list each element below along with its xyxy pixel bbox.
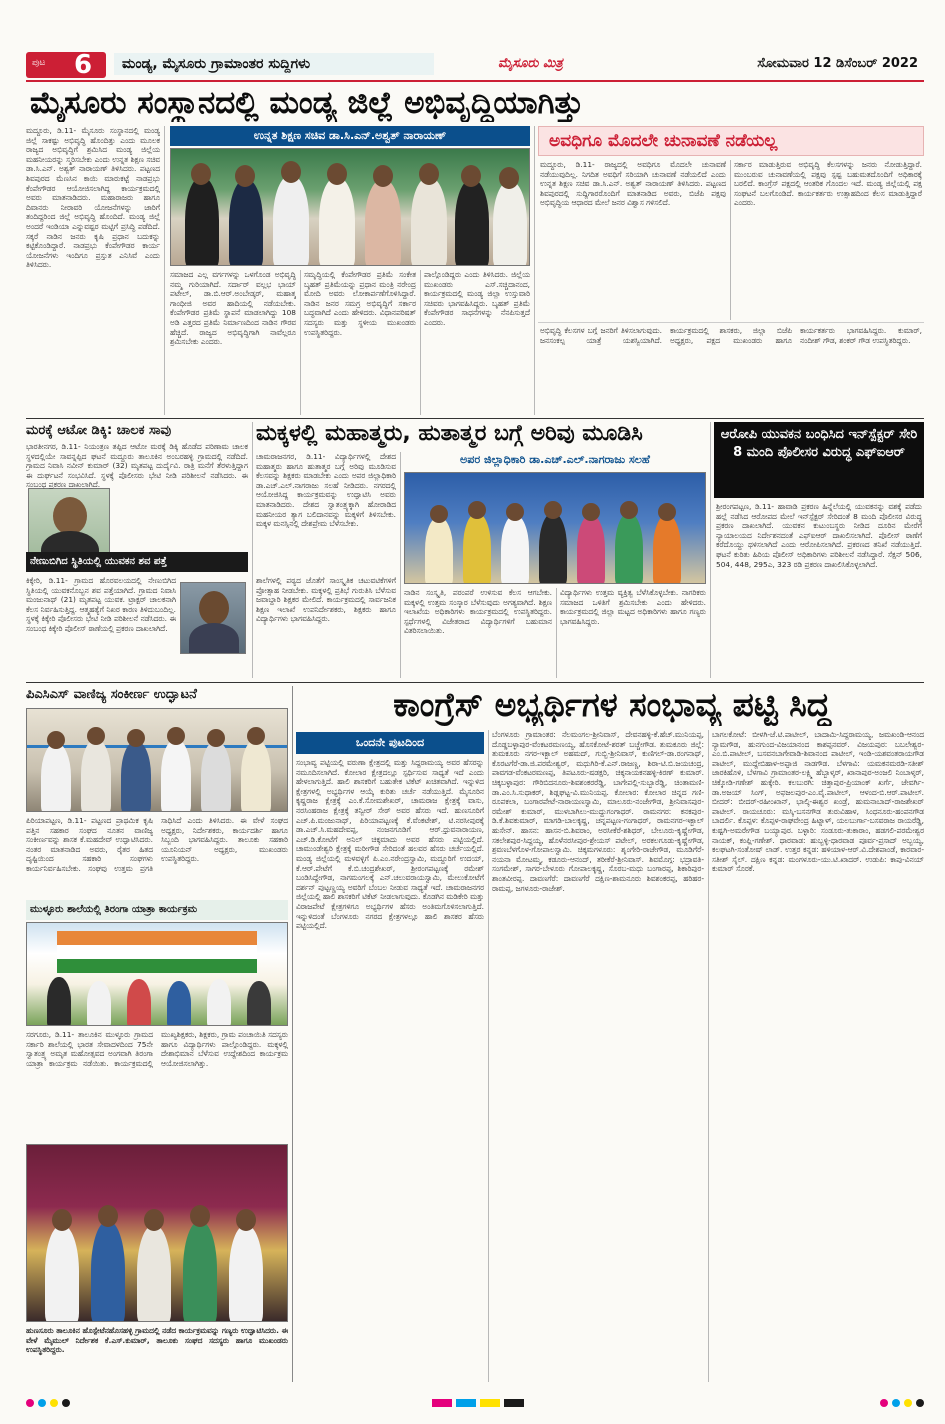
story6-headline: ಆರೋಪಿ ಯುವಕನ ಬಂಧಿಸಿದ ಇನ್‌ಸ್ಪೆಕ್ಟರ್ ಸೇರಿ 8 ಮಂದಿ ಪೊಲೀಸರ ವಿರುದ್ಧ ಎಫ್‌ಐಆರ್ xyxy=(720,427,918,460)
story4-headline: ನೇಣುಬಿಗಿದ ಸ್ಥಿತಿಯಲ್ಲಿ ಯುವಕನ ಶವ ಪತ್ತೆ xyxy=(30,556,167,567)
story8-caption: ಹುಣಸೂರು ತಾಲೂಕಿನ ಹೊಸ್ಪೇಟೆನಹೊಸಹಳ್ಳಿ ಗ್ರಾಮದಲ್ಲಿ ನಡೆದ ಕಾರ್ಯಕ್ರಮವನ್ನು ಗಣ್ಯರು ಉದ್ಘಾಟಿಸಿದರು. ಈ ವೇಳೆ ಮೈಮುಲ್ ನಿರ್ದೇಶಕ ಕೆ.ಎಸ್.ಕುಮಾರ್, ತಾಲೂಕು ಸಂಘದ ಸದಸ್ಯರು ಹಾಗೂ ಮುಖಂಡರು ಉಪಸ್ಥಿತರಿದ್ದರು. xyxy=(26,1326,288,1355)
story4-body: ಕಿಕ್ಕೇರಿ, ಡಿ.11- ಗ್ರಾಮದ ಹೊರವಲಯದಲ್ಲಿ ನೇಣುಬಿಗಿದ ಸ್ಥಿತಿಯಲ್ಲಿ ಯುವಕನೊಬ್ಬನ ಶವ ಪತ್ತೆಯಾಗಿದೆ. ಗ್ರಾಮದ ನಿವಾಸಿ ಮಂಜುನಾಥ್ (21) ಮೃತಪಟ್ಟ ಯುವಕ. ಟ್ರಾಕ್ಟರ್ ಚಾಲಕನಾಗಿ ಕೆಲಸ ನಿರ್ವಹಿಸುತ್ತಿದ್ದ. ಆತ್ಮಹತ್ಯೆಗೆ ನಿಖರ ಕಾರಣ ತಿಳಿದುಬಂದಿಲ್ಲ. ಸ್ಥಳಕ್ಕೆ ಕಿಕ್ಕೇರಿ ಪೊಲೀಸರು ಭೇಟಿ ನೀಡಿ ಪರಿಶೀಲನೆ ನಡೆಸಿದರು. ಈ ಸಂಬಂಧ ಕಿಕ್ಕೇರಿ ಪೊಲೀಸ್ ಠಾಣೆಯಲ್ಲಿ ಪ್ರಕರಣ ದಾಖಲಾಗಿದೆ. xyxy=(26,576,176,633)
story1-kicker: ಉನ್ನತ ಶಿಕ್ಷಣ ಸಚಿವ ಡಾ.ಸಿ.ಎನ್.ಅಶ್ವತ್ ನಾರಾಯಣ್ xyxy=(170,126,530,146)
story7-body: ಪಿರಿಯಾಪಟ್ಟಣ, ಡಿ.11- ಪಟ್ಟಣದ ಪ್ರಾಥಮಿಕ ಕೃಷಿ ಪತ್ತಿನ ಸಹಕಾರ ಸಂಘದ ನೂತನ ವಾಣಿಜ್ಯ ಸಂಕೀರ್ಣವನ್ನು ಶಾಸಕ ಕೆ.ಮಹದೇವ್ ಉದ್ಘಾಟಿಸಿದರು. ನಂತರ ಮಾತನಾಡಿದ ಅವರು, ರೈತರ ಹಿತದ ದೃಷ್ಟಿಯಿಂದ ಸಹಕಾರಿ ಸಂಘಗಳು ಕಾರ್ಯನಿರ್ವಹಿಸಬೇಕು. ಸಂಘವು ಉತ್ತಮ ಪ್ರಗತಿ ಸಾಧಿಸಿದೆ ಎಂದು ತಿಳಿಸಿದರು. ಈ ವೇಳೆ ಸಂಘದ ಅಧ್ಯಕ್ಷರು, ನಿರ್ದೇಶಕರು, ಕಾರ್ಯದರ್ಶಿ ಹಾಗೂ ಸಿಬ್ಬಂದಿ ಭಾಗವಹಿಸಿದ್ದರು. ತಾಲೂಕು ಸಹಕಾರಿ ಯೂನಿಯನ್ ಅಧ್ಯಕ್ಷರು, ಮುಖಂಡರು ಉಪಸ್ಥಿತರಿದ್ದರು. xyxy=(26,816,288,873)
story6-headline-box xyxy=(714,422,924,498)
story2-col3: ಅಭಿವೃದ್ಧಿ ಕೆಲಸಗಳ ಬಗ್ಗೆ ಜನರಿಗೆ ತಿಳಿಸಲಾಗುವುದು. ಜನಸಂಕಲ್ಪ ಯಾತ್ರೆ ಯಶಸ್ವಿಯಾಗಿದೆ. ಕಾರ್ಯಕ್ರಮದಲ್ಲಿ ಶಾಸಕರು, ಜಿಲ್ಲಾ ಬಿಜೆಪಿ ಅಧ್ಯಕ್ಷರು, ಪಕ್ಷದ ಮುಖಂಡರು ಹಾಗೂ ಕಾರ್ಯಕರ್ತರು ಭಾಗವಹಿಸಿದ್ದರು. ಕುಮಾರ್, ನಂದೀಶ್ ಗೌಡ, ಶಂಕರ್ ಗೌಡ ಉಪಸ್ಥಿತರಿದ್ದರು. xyxy=(540,326,922,345)
story9-headline: ಕಾಂಗ್ರೆಸ್ ಅಭ್ಯರ್ಥಿಗಳ ಸಂಭಾವ್ಯ ಪಟ್ಟಿ ಸಿದ್ಧ xyxy=(393,685,831,724)
color-bar-cyan xyxy=(456,1399,476,1407)
story2-headline-box xyxy=(538,126,924,156)
color-bar-black xyxy=(504,1399,524,1407)
story9-col2: ಬೆಂಗಳೂರು ಗ್ರಾಮಾಂತರ: ನೆಲಮಂಗಲ-ಶ್ರೀನಿವಾಸ್, ದೇವನಹಳ್ಳಿ-ಕೆ.ಹೆಚ್.ಮುನಿಯಪ್ಪ, ದೊಡ್ಡಬಳ್ಳಾಪುರ-ವೆಂಕಟರಮಣಯ್ಯ, ಹೊಸಕೋಟೆ-ಶರತ್ ಬಚ್ಚೇಗೌಡ. ತುಮಕೂರು ಜಿಲ್ಲೆ: ತುಮಕೂರು ನಗರ-ಇಕ್ಬಾಲ್ ಅಹಮದ್, ಗುಬ್ಬಿ-ಶ್ರೀನಿವಾಸ್, ಕುಣಿಗಲ್-ಡಾ.ರಂಗನಾಥ್, ಕೊರಟಗೆರೆ-ಡಾ.ಜಿ.ಪರಮೇಶ್ವರ್, ಮಧುಗಿರಿ-ಕೆ.ಎನ್.ರಾಜಣ್ಣ, ಶಿರಾ-ಟಿ.ಬಿ.ಜಯಚಂದ್ರ, ಪಾವಗಡ-ವೆಂಕಟರಮಣಪ್ಪ, ತಿಪಟೂರು-ಷಡಕ್ಷರಿ, ಚಿಕ್ಕನಾಯಕನಹಳ್ಳಿ-ಕಿರಣ್ ಕುಮಾರ್. ಚಿಕ್ಕಬಳ್ಳಾಪುರ: ಗೌರಿಬಿದನೂರು-ಶಿವಶಂಕರರೆಡ್ಡಿ, ಬಾಗೇಪಲ್ಲಿ-ಸುಬ್ಬಾರೆಡ್ಡಿ, ಚಿಂತಾಮಣಿ-ಡಾ.ಎಂ.ಸಿ.ಸುಧಾಕರ್, ಶಿಡ್ಲಘಟ್ಟ-ವಿ.ಮುನಿಯಪ್ಪ. ಕೋಲಾರ: ಕೋಲಾರ ಚಿನ್ನದ ಗಣಿ-ರೂಪಕಲಾ, ಬಂಗಾರಪೇಟೆ-ನಾರಾಯಣಸ್ವಾಮಿ, ಮಾಲೂರು-ನಂಜೇಗೌಡ, ಶ್ರೀನಿವಾಸಪುರ-ರಮೇಶ್ ಕುಮಾರ್, ಮುಳಬಾಗಿಲು-ಮುದ್ದುಗಂಗಾಧರ್. ರಾಮನಗರ: ಕನಕಪುರ-ಡಿ.ಕೆ.ಶಿವಕುಮಾರ್, ಮಾಗಡಿ-ಬಾಲಕೃಷ್ಣ, ಚನ್ನಪಟ್ಟಣ-ಗಂಗಾಧರ್, ರಾಮನಗರ-ಇಕ್ಬಾಲ್ ಹುಸೇನ್. ಹಾಸನ: ಹಾಸನ-ಬಿ.ಶಿವರಾಂ, ಅರಸೀಕೆರೆ-ಶಶಿಧರ್, ಬೇಲೂರು-ಕೃಷ್ಣೇಗೌಡ, ಸಕಲೇಶಪುರ-ಸಿದ್ದಯ್ಯ, ಹೊಳೆನರಸೀಪುರ-ಶ್ರೇಯಸ್ ಪಟೇಲ್, ಅರಕಲಗೂಡು-ಕೃಷ್ಣೇಗೌಡ, ಶ್ರವಣಬೆಳಗೊಳ-ಗೋಪಾಲಸ್ವಾಮಿ. ಚಿಕ್ಕಮಗಳೂರು: ಶೃಂಗೇರಿ-ರಾಜೇಗೌಡ, ಮೂಡಿಗೆರೆ-ನಯನಾ ಮೋಟಮ್ಮ, ಕಡೂರು-ಆನಂದ್, ತರೀಕೆರೆ-ಶ್ರೀನಿವಾಸ್. ಶಿವಮೊಗ್ಗ: ಭದ್ರಾವತಿ-ಸಂಗಮೇಶ್, ಸಾಗರ-ಬೇಳೂರು ಗೋಪಾಲಕೃಷ್ಣ, ಸೊರಬ-ಮಧು ಬಂಗಾರಪ್ಪ, ಶಿಕಾರಿಪುರ-ಶಾಂತವೀರಪ್ಪ. ದಾವಣಗೆರೆ: ದಾವಣಗೆರೆ ದಕ್ಷಿಣ-ಶಾಮನೂರು ಶಿವಶಂಕರಪ್ಪ, ಹರಿಹರ-ರಾಮಪ್ಪ, ಜಗಳೂರು-ರಾಜೇಶ್. xyxy=(492,730,704,893)
story2-col1: ಮದ್ದೂರು, ಡಿ.11- ರಾಜ್ಯದಲ್ಲಿ ಅವಧಿಗೂ ಮೊದಲೇ ಚುನಾವಣೆ ನಡೆಯುವುದಿಲ್ಲ. ನಿಗದಿತ ಅವಧಿಗೆ ಸರಿಯಾಗಿ ಚುನಾವಣೆ ನಡೆಯಲಿದೆ ಎಂದು ಉನ್ನತ ಶಿಕ್ಷಣ ಸಚಿವ ಡಾ.ಸಿ.ಎನ್. ಅಶ್ವತ್ ನಾರಾಯಣ್ ತಿಳಿಸಿದರು. ಪಟ್ಟಣದ ಶಿವಪುರದಲ್ಲಿ ಸುದ್ದಿಗಾರರೊಂದಿಗೆ ಮಾತನಾಡಿದ ಅವರು, ಬಿಜೆಪಿ ಪಕ್ಷವು ಅಭಿವೃದ್ಧಿಯ ಆಧಾರದ ಮೇಲೆ ಜನರ ವಿಶ್ವಾಸ ಗಳಿಸಲಿದೆ. xyxy=(540,160,726,208)
story6-body: ಶ್ರೀರಂಗಪಟ್ಟಣ, ಡಿ.11- ಹಾವಾಡಿ ಪ್ರಕರಣ ಹಿನ್ನೆಲೆಯಲ್ಲಿ ಯುವಕನನ್ನು ವಶಕ್ಕೆ ಪಡೆದು ಹಲ್ಲೆ ನಡೆಸಿದ ಆರೋಪದ ಮೇಲೆ ಇನ್‌ಸ್ಪೆಕ್ಟರ್ ಸೇರಿದಂತೆ 8 ಮಂದಿ ಪೊಲೀಸರ ವಿರುದ್ಧ ಪ್ರಕರಣ ದಾಖಲಾಗಿದೆ. ಯುವಕನ ಕುಟುಂಬಸ್ಥರು ನೀಡಿದ ದೂರಿನ ಮೇರೆಗೆ ನ್ಯಾಯಾಲಯದ ನಿರ್ದೇಶನದಂತೆ ಎಫ್‌ಐಆರ್ ದಾಖಲಿಸಲಾಗಿದೆ. ಪೊಲೀಸ್ ಠಾಣೆಗೆ ಕರೆದೊಯ್ದು ಥಳಿಸಲಾಗಿದೆ ಎಂದು ಆರೋಪಿಸಲಾಗಿದೆ. ಪ್ರಕರಣದ ತನಿಖೆ ನಡೆಯುತ್ತಿದೆ. ಘಟನೆ ಕುರಿತು ಹಿರಿಯ ಪೊಲೀಸ್ ಅಧಿಕಾರಿಗಳು ಪರಿಶೀಲನೆ ನಡೆಸಿದ್ದಾರೆ. ಸೆಕ್ಷನ್ 506, 504, 448, 295ಎ, 323 ರಡಿ ಪ್ರಕರಣ ದಾಖಲಿಸಿಕೊಳ್ಳಲಾಗಿದೆ. xyxy=(716,502,922,569)
masthead xyxy=(20,50,925,78)
reg-mark-magenta xyxy=(26,1399,34,1407)
story5-col1: ಚಾಮರಾಜನಗರ, ಡಿ.11- ವಿದ್ಯಾರ್ಥಿಗಳಲ್ಲಿ ದೇಶದ ಮಹಾತ್ಮರು ಹಾಗೂ ಹುತಾತ್ಮರ ಬಗ್ಗೆ ಅರಿವು ಮೂಡಿಸುವ ಕೆಲಸವನ್ನು ಶಿಕ್ಷಕರು ಮಾಡಬೇಕು ಎಂದು ಅಪರ ಜಿಲ್ಲಾಧಿಕಾರಿ ಡಾ.ಎಚ್.ಎಲ್.ನಾಗರಾಜು ಸಲಹೆ ನೀಡಿದರು. ನಗರದಲ್ಲಿ ಆಯೋಜಿಸಿದ್ದ ಕಾರ್ಯಕ್ರಮವನ್ನು ಉದ್ಘಾಟಿಸಿ ಅವರು ಮಾತನಾಡಿದರು. ದೇಶದ ಸ್ವಾತಂತ್ರ್ಯಕ್ಕಾಗಿ ಹೋರಾಡಿದ ಮಹನೀಯರ ತ್ಯಾಗ ಬಲಿದಾನವನ್ನು ಮಕ್ಕಳಿಗೆ ತಿಳಿಸಬೇಕು. ಮಕ್ಕಳ ಮನಸ್ಸಿನಲ್ಲಿ ದೇಶಪ್ರೇಮ ಬೆಳೆಸಬೇಕು. xyxy=(256,452,396,529)
page-number: 6 xyxy=(74,50,93,80)
story8-headline: ಮುಳ್ಳೂರು ಶಾಲೆಯಲ್ಲಿ ತಿರಂಗಾ ಯಾತ್ರಾ ಕಾರ್ಯಕ್ರಮ xyxy=(30,904,198,915)
story8-photo xyxy=(26,922,288,1026)
story2-col2: ಸರ್ಕಾರ ಮಾಡುತ್ತಿರುವ ಅಭಿವೃದ್ಧಿ ಕೆಲಸಗಳನ್ನು ಜನರು ನೋಡುತ್ತಿದ್ದಾರೆ. ಮುಂಬರುವ ಚುನಾವಣೆಯಲ್ಲಿ ಪಕ್ಷವು ಸ್ಪಷ್ಟ ಬಹುಮತದೊಂದಿಗೆ ಅಧಿಕಾರಕ್ಕೆ ಬರಲಿದೆ. ಕಾಂಗ್ರೆಸ್ ಪಕ್ಷದಲ್ಲಿ ಆಂತರಿಕ ಗೊಂದಲ ಇದೆ. ಮಂಡ್ಯ ಜಿಲ್ಲೆಯಲ್ಲಿ ಪಕ್ಷ ಸಂಘಟನೆ ಬಲಗೊಂಡಿದೆ. ಕಾರ್ಯಕರ್ತರು ಉತ್ಸಾಹದಿಂದ ಕೆಲಸ ಮಾಡುತ್ತಿದ್ದಾರೆ ಎಂದರು. xyxy=(734,160,922,208)
story9-continued: ಒಂದನೇ ಪುಟದಿಂದ xyxy=(296,732,484,754)
story1-photo xyxy=(170,148,530,266)
color-bar-magenta xyxy=(432,1399,452,1407)
story8-headline-box xyxy=(26,900,288,920)
story1-headline: ಮೈಸೂರು ಸಂಸ್ಥಾನದಲ್ಲಿ ಮಂಡ್ಯ ಜಿಲ್ಲೆ ಅಭಿವೃದ್ಧಿಯಾಗಿತ್ತು xyxy=(30,85,584,121)
color-bar-yellow xyxy=(480,1399,500,1407)
reg-mark-cyan xyxy=(38,1399,46,1407)
registration-marks xyxy=(26,1396,924,1410)
page-label: ಪುಟ xyxy=(32,58,46,68)
story1-col3: ಸಮೃದ್ಧಿಯಲ್ಲಿ ಕೆಂಪೇಗೌಡರ ಪ್ರತಿಮೆ ಸಂಕೇತ ಬೃಹತ್ ಪ್ರತಿಮೆಯನ್ನು ಪ್ರಧಾನ ಮಂತ್ರಿ ನರೇಂದ್ರ ಮೋದಿ ಅವರು ಲೋಕಾರ್ಪಣೆಗೊಳಿಸಿದ್ದಾರೆ. ನಾಡಿನ ಜನರ ಸಮಗ್ರ ಅಭಿವೃದ್ಧಿಗೆ ಸರ್ಕಾರ ಬದ್ಧವಾಗಿದೆ ಎಂದು ಹೇಳಿದರು. ವಿಧಾನಪರಿಷತ್ ಸದಸ್ಯರು ಮತ್ತು ಸ್ಥಳೀಯ ಮುಖಂಡರು ಉಪಸ್ಥಿತರಿದ್ದರು. xyxy=(304,270,416,337)
reg-mark-magenta-r xyxy=(880,1399,888,1407)
reg-mark-yellow-r xyxy=(904,1399,912,1407)
story8-photo-2 xyxy=(26,1144,288,1322)
story7-headline: ಪಿಎಸಿಎಸ್ ವಾಣಿಜ್ಯ ಸಂಕೀರ್ಣ ಉದ್ಘಾಟನೆ xyxy=(26,687,197,702)
story1-col1: ಮದ್ದೂರು, ಡಿ.11- ಮೈಸೂರು ಸಂಸ್ಥಾನದಲ್ಲಿ ಮಂಡ್ಯ ಜಿಲ್ಲೆ ಸಾಕಷ್ಟು ಅಭಿವೃದ್ಧಿ ಹೊಂದಿತ್ತು ಎಂದು ಮೂಲಕ ರಾಜ್ಯದ ಅಭಿವೃದ್ಧಿಗೆ ಶ್ರಮಿಸಿದ ಮಂಡ್ಯ ಜಿಲ್ಲೆಯ ಮಹನೀಯರನ್ನು ಸ್ಮರಿಸಬೇಕು ಎಂದು ಉನ್ನತ ಶಿಕ್ಷಣ ಸಚಿವ ಡಾ.ಸಿ.ಎನ್. ಅಶ್ವತ್ ನಾರಾಯಣ್ ತಿಳಿಸಿದರು. ಪಟ್ಟಣದ ಶಿವಪುರದ ಮೆಣಸಿನ ಕಾಯಿ ಮಾರುಕಟ್ಟೆ ನಾಡಪ್ರಭು ಕೆಂಪೇಗೌಡರ ಆಯೋಜಿಸಲಾಗಿದ್ದ ಕಾರ್ಯಕ್ರಮದಲ್ಲಿ ಅವರು ಮಾತನಾಡಿದರು. ಮಹಾರಾಜರು ಹಾಗೂ ದಿವಾನರು ನೀರಾವರಿ ಯೋಜನೆಗಳನ್ನು ಜಾರಿಗೆ ತಂದಿದ್ದರಿಂದ ಜಿಲ್ಲೆ ಅಭಿವೃದ್ಧಿ ಹೊಂದಿದೆ. ಮಂಡ್ಯ ಜಿಲ್ಲೆ ಅಂದರೆ ಇಂಡಿಯಾ ಎನ್ನುವಷ್ಟರ ಮಟ್ಟಿಗೆ ಪ್ರಸಿದ್ಧಿ ಪಡೆದಿದೆ. ಸಕ್ಕರೆ ನಾಡಿನ ಜನರು ಕೃಷಿ ಪ್ರಧಾನ ಬದುಕನ್ನು ಕಟ್ಟಿಕೊಂಡಿದ್ದಾರೆ. ನಾಡಪ್ರಭು ಕೆಂಪೇಗೌಡರ ಕಾರ್ಯ ಯೋಜನೆಗಳು ಇಂದಿಗೂ ಪ್ರಸ್ತುತ ಎನಿಸಿವೆ ಎಂದು ತಿಳಿಸಿದರು. xyxy=(26,126,160,270)
story5-kicker: ಅಪರ ಜಿಲ್ಲಾಧಿಕಾರಿ ಡಾ.ಎಚ್.ಎಲ್.ನಾಗರಾಜು ಸಲಹೆ xyxy=(460,453,650,466)
story4-headline-box xyxy=(26,552,248,572)
story5-col4: ವಿದ್ಯಾರ್ಥಿಗಳು ಉತ್ತಮ ವ್ಯಕ್ತಿತ್ವ ಬೆಳೆಸಿಕೊಳ್ಳಬೇಕು. ನಾಗರಿಕರು ಸಮಾಜದ ಒಳಿತಿಗೆ ಶ್ರಮಿಸಬೇಕು ಎಂದು ಹೇಳಿದರು. ಕಾರ್ಯಕ್ರಮದಲ್ಲಿ ಜಿಲ್ಲಾ ಮಟ್ಟದ ಅಧಿಕಾರಿಗಳು ಹಾಗೂ ಗಣ್ಯರು ಭಾಗವಹಿಸಿದ್ದರು. xyxy=(560,588,706,626)
story5-headline: ಮಕ್ಕಳಲ್ಲಿ ಮಹಾತ್ಮರು, ಹುತಾತ್ಮರ ಬಗ್ಗೆ ಅರಿವು ಮೂಡಿಸಿ xyxy=(256,421,643,446)
story5-col2: ಶಾಲೆಗಳಲ್ಲಿ ಪಠ್ಯದ ಜೊತೆಗೆ ಸಾಂಸ್ಕೃತಿಕ ಚಟುವಟಿಕೆಗಳಿಗೆ ಪ್ರೋತ್ಸಾಹ ನೀಡಬೇಕು. ಮಕ್ಕಳಲ್ಲಿ ಪ್ರತಿಭೆ ಗುರುತಿಸಿ ಬೆಳೆಸುವ ಜವಾಬ್ದಾರಿ ಶಿಕ್ಷಕರ ಮೇಲಿದೆ. ಕಾರ್ಯಕ್ರಮದಲ್ಲಿ ಸಾರ್ವಜನಿಕ ಶಿಕ್ಷಣ ಇಲಾಖೆ ಉಪನಿರ್ದೇಶಕರು, ಶಿಕ್ಷಕರು ಹಾಗೂ ವಿದ್ಯಾರ್ಥಿಗಳು ಭಾಗವಹಿಸಿದ್ದರು. xyxy=(256,576,396,624)
section-title: ಮಂಡ್ಯ, ಮೈಸೂರು ಗ್ರಾಮಾಂತರ ಸುದ್ದಿಗಳು xyxy=(114,53,434,75)
page-label-box xyxy=(26,52,106,78)
story9-col3: ಬಾಗಲಕೋಟೆ: ಬೀಳಗಿ-ಜೆ.ಟಿ.ಪಾಟೀಲ್, ಬಾದಾಮಿ-ಸಿದ್ದರಾಮಯ್ಯ, ಜಮಖಂಡಿ-ಆನಂದ ನ್ಯಾಮಗೌಡ, ಹುನಗುಂದ-ವಿಜಯಾನಂದ ಕಾಶಪ್ಪನವರ್. ವಿಜಯಪುರ: ಬಬಲೇಶ್ವರ-ಎಂ.ಬಿ.ಪಾಟೀಲ್, ಬಸವನಬಾಗೇವಾಡಿ-ಶಿವಾನಂದ ಪಾಟೀಲ್, ಇಂಡಿ-ಯಶವಂತರಾಯಗೌಡ ಪಾಟೀಲ್, ಮುದ್ದೇಬಿಹಾಳ-ಅಪ್ಪಾಜಿ ನಾಡಗೌಡ. ಬೆಳಗಾವಿ: ಯಮಕನಮರಡಿ-ಸತೀಶ್ ಜಾರಕಿಹೊಳಿ, ಬೆಳಗಾವಿ ಗ್ರಾಮಾಂತರ-ಲಕ್ಷ್ಮಿ ಹೆಬ್ಬಾಳ್ಕರ್, ಖಾನಾಪುರ-ಅಂಜಲಿ ನಿಂಬಾಳ್ಕರ್, ಚಿಕ್ಕೋಡಿ-ಗಣೇಶ್ ಹುಕ್ಕೇರಿ. ಕಲಬುರಗಿ: ಚಿತ್ತಾಪುರ-ಪ್ರಿಯಾಂಕ್ ಖರ್ಗೆ, ಜೇವರ್ಗಿ-ಡಾ.ಅಜಯ್ ಸಿಂಗ್, ಅಫಜಲಪುರ-ಎಂ.ವೈ.ಪಾಟೀಲ್, ಆಳಂದ-ಬಿ.ಆರ್.ಪಾಟೀಲ್. ಬೀದರ್: ಬೀದರ್-ರಹೀಂಖಾನ್, ಭಾಲ್ಕಿ-ಈಶ್ವರ ಖಂಡ್ರೆ, ಹುಮನಾಬಾದ್-ರಾಜಶೇಖರ್ ಪಾಟೀಲ್. ರಾಯಚೂರು: ಮಸ್ಕಿ-ಬಸನಗೌಡ ತುರುವಿಹಾಳ, ಸಿಂಧನೂರು-ಹಂಪನಗೌಡ ಬಾದರ್ಲಿ. ಕೊಪ್ಪಳ: ಕೊಪ್ಪಳ-ರಾಘವೇಂದ್ರ ಹಿಟ್ನಾಳ್, ಯಲಬುರ್ಗಾ-ಬಸವರಾಜ ರಾಯರೆಡ್ಡಿ, ಕುಷ್ಟಗಿ-ಅಮರೇಗೌಡ ಬಯ್ಯಾಪುರ. ಬಳ್ಳಾರಿ: ಸಂಡೂರು-ತುಕಾರಾಂ, ಹಡಗಲಿ-ಪರಮೇಶ್ವರ ನಾಯಕ್, ಕಂಪ್ಲಿ-ಗಣೇಶ್. ಧಾರವಾಡ: ಹುಬ್ಬಳ್ಳಿ-ಧಾರವಾಡ ಪೂರ್ವ-ಪ್ರಸಾದ್ ಅಬ್ಬಯ್ಯ, ಕಲಘಟಗಿ-ಸಂತೋಷ್ ಲಾಡ್. ಉತ್ತರ ಕನ್ನಡ: ಹಳಿಯಾಳ-ಆರ್.ವಿ.ದೇಶಪಾಂಡೆ, ಕಾರವಾರ-ಸತೀಶ್ ಸೈಲ್. ದಕ್ಷಿಣ ಕನ್ನಡ: ಮಂಗಳೂರು-ಯು.ಟಿ.ಖಾದರ್. ಉಡುಪಿ: ಕಾಪು-ವಿನಯ್ ಕುಮಾರ್ ಸೊರಕೆ. xyxy=(712,730,924,874)
story9-col1: ಸಂಭಾವ್ಯ ಪಟ್ಟಿಯಲ್ಲಿ ವರುಣಾ ಕ್ಷೇತ್ರದಲ್ಲಿ ಮತ್ತು ಸಿದ್ದರಾಮಯ್ಯ ಅವರ ಹೆಸರನ್ನು ನಮೂದಿಸಲಾಗಿದೆ. ಕೋಲಾರ ಕ್ಷೇತ್ರದಲ್ಲೂ ಸ್ಪರ್ಧಿಸುವ ಸಾಧ್ಯತೆ ಇದೆ ಎಂದು ಹೇಳಲಾಗುತ್ತಿದೆ. ಹಾಲಿ ಶಾಸಕರಿಗೆ ಬಹುತೇಕ ಟಿಕೆಟ್ ಖಚಿತವಾಗಿದೆ. ಇನ್ನುಳಿದ ಕ್ಷೇತ್ರಗಳಲ್ಲಿ ಅಭ್ಯರ್ಥಿಗಳ ಆಯ್ಕೆ ಕುರಿತು ಚರ್ಚೆ ನಡೆಯುತ್ತಿದೆ. ಮೈಸೂರಿನ ಕೃಷ್ಣರಾಜ ಕ್ಷೇತ್ರಕ್ಕೆ ಎಂ.ಕೆ.ಸೋಮಶೇಖರ್, ಚಾಮರಾಜ ಕ್ಷೇತ್ರಕ್ಕೆ ವಾಸು, ನರಸಿಂಹರಾಜ ಕ್ಷೇತ್ರಕ್ಕೆ ತನ್ವೀರ್ ಸೇಠ್ ಅವರ ಹೆಸರು ಇದೆ. ಹುಣಸೂರಿಗೆ ಎಚ್.ಪಿ.ಮಂಜುನಾಥ್, ಪಿರಿಯಾಪಟ್ಟಣಕ್ಕೆ ಕೆ.ವೆಂಕಟೇಶ್, ಟಿ.ನರಸೀಪುರಕ್ಕೆ ಡಾ.ಎಚ್.ಸಿ.ಮಹದೇವಪ್ಪ, ನಂಜನಗೂಡಿಗೆ ಆರ್.ಧ್ರುವನಾರಾಯಣ, ಎಚ್.ಡಿ.ಕೋಟೆಗೆ ಅನಿಲ್ ಚಿಕ್ಕಮಾದು ಅವರ ಹೆಸರು ಪಟ್ಟಿಯಲ್ಲಿದೆ. ಚಾಮುಂಡೇಶ್ವರಿ ಕ್ಷೇತ್ರಕ್ಕೆ ಮರೀಗೌಡ ಸೇರಿದಂತೆ ಹಲವರ ಹೆಸರು ಚರ್ಚೆಯಲ್ಲಿದೆ. ಮಂಡ್ಯ ಜಿಲ್ಲೆಯಲ್ಲಿ ಮಳವಳ್ಳಿಗೆ ಪಿ.ಎಂ.ನರೇಂದ್ರಸ್ವಾಮಿ, ಮದ್ದೂರಿಗೆ ಉದಯ್, ಕೆ.ಆರ್.ಪೇಟೆಗೆ ಕೆ.ಬಿ.ಚಂದ್ರಶೇಖರ್, ಶ್ರೀರಂಗಪಟ್ಟಣಕ್ಕೆ ರಮೇಶ್ ಬಂಡಿಸಿದ್ದೇಗೌಡ, ನಾಗಮಂಗಲಕ್ಕೆ ಎನ್.ಚಲುವರಾಯಸ್ವಾಮಿ, ಮೇಲುಕೋಟೆಗೆ ದರ್ಶನ್ ಪುಟ್ಟಣ್ಣಯ್ಯ ಅವರಿಗೆ ಬೆಂಬಲ ನೀಡುವ ಸಾಧ್ಯತೆ ಇದೆ. ಚಾಮರಾಜನಗರ ಜಿಲ್ಲೆಯಲ್ಲಿ ಹಾಲಿ ಶಾಸಕರಿಗೆ ಟಿಕೆಟ್ ನೀಡಲಾಗುವುದು. ಕೊಡಗಿನ ಮಡಿಕೇರಿ ಮತ್ತು ವಿರಾಜಪೇಟೆ ಕ್ಷೇತ್ರಗಳಿಗೂ ಅಭ್ಯರ್ಥಿಗಳ ಹೆಸರು ಅಂತಿಮಗೊಳಿಸಲಾಗುತ್ತಿದೆ. ಇನ್ನುಳಿದಂತೆ ಬೆಂಗಳೂರು ನಗರದ ಕ್ಷೇತ್ರಗಳಲ್ಲೂ ಹಾಲಿ ಶಾಸಕರ ಹೆಸರು ಪಟ್ಟಿಯಲ್ಲಿದೆ. xyxy=(296,758,484,931)
story1-col2: ಸಮಾಜದ ಎಲ್ಲ ವರ್ಗಗಳನ್ನು ಒಳಗೊಂಡ ಅಭಿವೃದ್ಧಿ ನಮ್ಮ ಗುರಿಯಾಗಿದೆ. ಸರ್ದಾರ್ ವಲ್ಲಭ ಭಾಯ್ ಪಟೇಲ್, ಡಾ.ಬಿ.ಆರ್.ಅಂಬೇಡ್ಕರ್, ಮಹಾತ್ಮ ಗಾಂಧೀಜಿ ಅವರ ಹಾದಿಯಲ್ಲಿ ನಡೆಯಬೇಕು. ಕೆಂಪೇಗೌಡರ ಪ್ರತಿಮೆ ಸ್ಥಾಪನೆ ಮಾಡಲಾಗಿದ್ದು 108 ಅಡಿ ಎತ್ತರದ ಪ್ರತಿಮೆ ನಿರ್ಮಾಣದಿಂದ ನಾಡಿನ ಗೌರವ ಹೆಚ್ಚಿದೆ. ರಾಜ್ಯದ ಅಭಿವೃದ್ಧಿಗಾಗಿ ನಾವೆಲ್ಲರೂ ಶ್ರಮಿಸಬೇಕು ಎಂದರು. xyxy=(170,270,296,347)
story5-col3: ನಾಡಿನ ಸಂಸ್ಕೃತಿ, ಪರಂಪರೆ ಉಳಿಸುವ ಕೆಲಸ ಆಗಬೇಕು. ಮಕ್ಕಳಲ್ಲಿ ಉತ್ತಮ ಸಂಸ್ಕಾರ ಬೆಳೆಸುವುದು ಅಗತ್ಯವಾಗಿದೆ. ಶಿಕ್ಷಣ ಇಲಾಖೆಯ ಅಧಿಕಾರಿಗಳು ಕಾರ್ಯಕ್ರಮದಲ್ಲಿ ಉಪಸ್ಥಿತರಿದ್ದರು. ಸ್ಪರ್ಧೆಗಳಲ್ಲಿ ವಿಜೇತರಾದ ವಿದ್ಯಾರ್ಥಿಗಳಿಗೆ ಬಹುಮಾನ ವಿತರಿಸಲಾಯಿತು. xyxy=(404,588,552,636)
reg-mark-black-r xyxy=(916,1399,924,1407)
issue-date: ಸೋಮವಾರ 12 ಡಿಸೆಂಬರ್ 2022 xyxy=(757,56,918,71)
story2-headline: ಅವಧಿಗೂ ಮೊದಲೇ ಚುನಾವಣೆ ನಡೆಯಲ್ಲ xyxy=(549,131,778,151)
story5-photo xyxy=(404,472,706,584)
paper-name: ಮೈಸೂರು ಮಿತ್ರ xyxy=(498,56,563,71)
story8-body: ಸರಗೂರು, ಡಿ.11- ತಾಲೂಕಿನ ಮುಳ್ಳೂರು ಗ್ರಾಮದ ಸರ್ಕಾರಿ ಶಾಲೆಯಲ್ಲಿ ಭಾರತ ಸೇವಾದಳದಿಂದ 75ನೇ ಸ್ವಾತಂತ್ರ್ಯ ಅಮೃತ ಮಹೋತ್ಸವದ ಅಂಗವಾಗಿ ತಿರಂಗಾ ಯಾತ್ರಾ ಕಾರ್ಯಕ್ರಮ ನಡೆಯಿತು. ಕಾರ್ಯಕ್ರಮದಲ್ಲಿ ಮುಖ್ಯಶಿಕ್ಷಕರು, ಶಿಕ್ಷಕರು, ಗ್ರಾಮ ಪಂಚಾಯಿತಿ ಸದಸ್ಯರು ಹಾಗೂ ವಿದ್ಯಾರ್ಥಿಗಳು ಪಾಲ್ಗೊಂಡಿದ್ದರು. ಮಕ್ಕಳಲ್ಲಿ ದೇಶಾಭಿಮಾನ ಬೆಳೆಸುವ ಉದ್ದೇಶದಿಂದ ಕಾರ್ಯಕ್ರಮ ಆಯೋಜಿಸಲಾಗಿತ್ತು. xyxy=(26,1030,288,1068)
reg-mark-black xyxy=(62,1399,70,1407)
reg-mark-cyan-r xyxy=(892,1399,900,1407)
masthead-rule xyxy=(26,80,924,82)
story7-photo xyxy=(26,708,288,812)
story4-photo xyxy=(180,582,246,654)
story1-col4: ಪಾಲ್ಗೊಂಡಿದ್ದರು ಎಂದು ತಿಳಿಸಿದರು. ಜಿಲ್ಲೆಯ ಮುಖಂಡರು ಎಸ್.ಸಚ್ಚಿದಾನಂದ, ಕಾರ್ಯಕ್ರಮದಲ್ಲಿ ಮಂಡ್ಯ ಜಿಲ್ಲಾ ಉಸ್ತುವಾರಿ ಸಚಿವರು ಭಾಗವಹಿಸಿದ್ದರು. ಬೃಹತ್ ಪ್ರತಿಮೆ ಕೆಂಪೇಗೌಡರ ಸಾಧನೆಗಳನ್ನು ನೆನಪಿಸುತ್ತದೆ ಎಂದರು. xyxy=(424,270,530,327)
reg-mark-yellow xyxy=(50,1399,58,1407)
story3-body: ಭಾರತೀನಗರ, ಡಿ.11- ನಿಯಂತ್ರಣ ತಪ್ಪಿದ ಆಟೋ ಮರಕ್ಕೆ ಡಿಕ್ಕಿ ಹೊಡೆದ ಪರಿಣಾಮ ಚಾಲಕ ಸ್ಥಳದಲ್ಲಿಯೇ ಸಾವನ್ನಪ್ಪಿದ ಘಟನೆ ಮದ್ದೂರು ತಾಲೂಕಿನ ಅಂಬರಹಳ್ಳಿ ಗ್ರಾಮದಲ್ಲಿ ನಡೆದಿದೆ. ಗ್ರಾಮದ ನಿವಾಸಿ ನವೀನ್ ಕುಮಾರ್ (32) ಮೃತಪಟ್ಟ ದುರ್ದೈವಿ. ರಾತ್ರಿ ಮನೆಗೆ ತೆರಳುತ್ತಿದ್ದಾಗ ಈ ದುರ್ಘಟನೆ ಸಂಭವಿಸಿದೆ. ಸ್ಥಳಕ್ಕೆ ಪೊಲೀಸರು ಭೇಟಿ ನೀಡಿ ಪರಿಶೀಲನೆ ನಡೆಸಿದರು. ಈ ಸಂಬಂಧ ಪ್ರಕರಣ ದಾಖಲಾಗಿದೆ. xyxy=(26,442,248,490)
story3-headline: ಮರಕ್ಕೆ ಆಟೋ ಡಿಕ್ಕಿ: ಚಾಲಕ ಸಾವು xyxy=(26,423,172,438)
